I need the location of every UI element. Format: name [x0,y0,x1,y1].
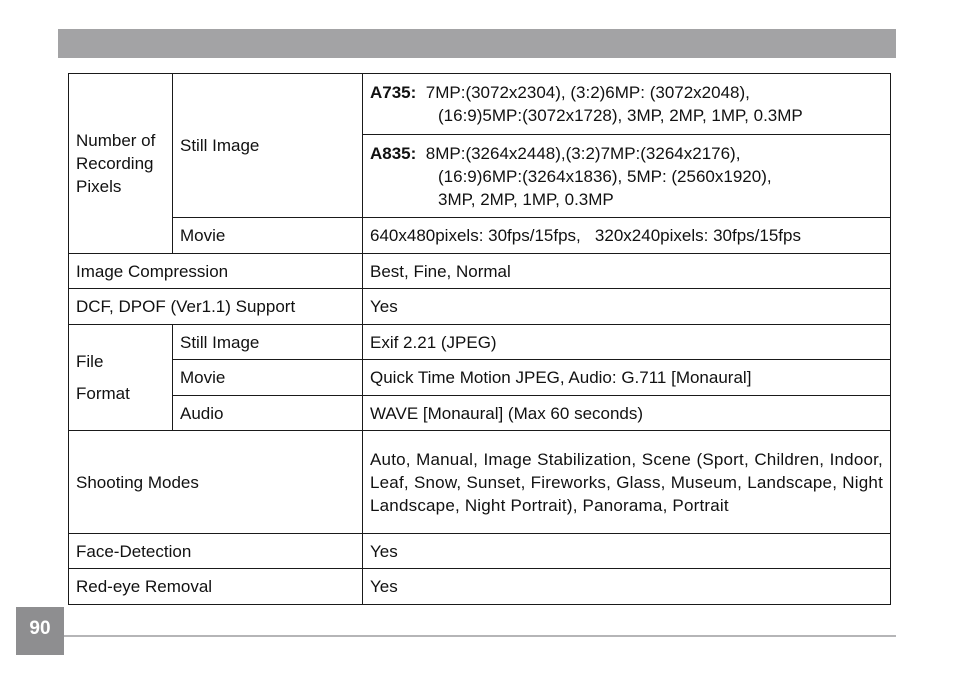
image-compression-value: Best, Fine, Normal [363,254,891,289]
file-audio-value: WAVE [Monaural] (Max 60 seconds) [363,396,891,431]
dcf-value: Yes [363,289,891,325]
a735-line2: (16:9)5MP:(3072x1728), 3MP, 2MP, 1MP, 0.3MP [438,106,803,125]
file-format-label-line2: Format [76,384,130,403]
a835-line2: (16:9)6MP:(3264x1836), 5MP: (2560x1920), [438,166,772,186]
table-row [69,431,891,534]
shooting-modes-value: Auto, Manual, Image Stabilization, Scene (Sport, Children, Indoor, Leaf, Snow, Sunset, Fireworks, Glass, Museum, Landscape, Night Landscape, Night Portrait), Panorama, Portrait [363,431,891,534]
file-movie-label: Movie [173,360,363,396]
footer-line [64,635,896,637]
movie-resolution-value: 640x480pixels: 30fps/15fps, 320x240pixels: 30fps/15fps [363,218,891,254]
red-eye-label: Red-eye Removal [69,569,363,605]
table-row [69,396,891,431]
still-image-label-text: Still Image [180,136,260,155]
image-compression-label: Image Compression [69,254,363,289]
red-eye-value: Yes [363,569,891,605]
file-still-value: Exif 2.21 (JPEG) [363,325,891,360]
header-bar [58,29,896,58]
table-row [69,254,891,289]
recording-pixels-label [69,74,173,254]
table-row [69,360,891,396]
a735-line1: 7MP:(3072x2304), (3:2)6MP: (3072x2048), [425,83,750,102]
table-row [69,74,891,135]
a835-model: A835: [370,143,417,163]
a735-model: A735: [370,83,417,102]
table-row [69,218,891,254]
file-movie-value: Quick Time Motion JPEG, Audio: G.711 [Monaural] [363,360,891,396]
table-row [69,325,891,360]
file-format-label [69,325,173,431]
page-number: 90 [16,607,64,655]
a835-line3: 3MP, 2MP, 1MP, 0.3MP [438,189,614,209]
a735-resolutions [363,74,891,135]
table-row [69,569,891,605]
table-row [69,289,891,325]
file-format-label-line1: File [76,352,104,371]
table-row [69,534,891,569]
face-detection-label: Face-Detection [69,534,363,569]
still-image-label [173,74,363,218]
a835-resolutions [363,135,891,218]
recording-pixels-label-text: Number of Recording Pixels [76,131,156,196]
file-audio-label: Audio [173,396,363,431]
a835-line1: 8MP:(3264x2448),(3:2)7MP:(3264x2176), [425,143,741,163]
face-detection-value: Yes [363,534,891,569]
spec-table [68,73,891,605]
movie-label: Movie [173,218,363,254]
dcf-label: DCF, DPOF (Ver1.1) Support [69,289,363,325]
file-still-label: Still Image [173,325,363,360]
shooting-modes-label: Shooting Modes [69,431,363,534]
